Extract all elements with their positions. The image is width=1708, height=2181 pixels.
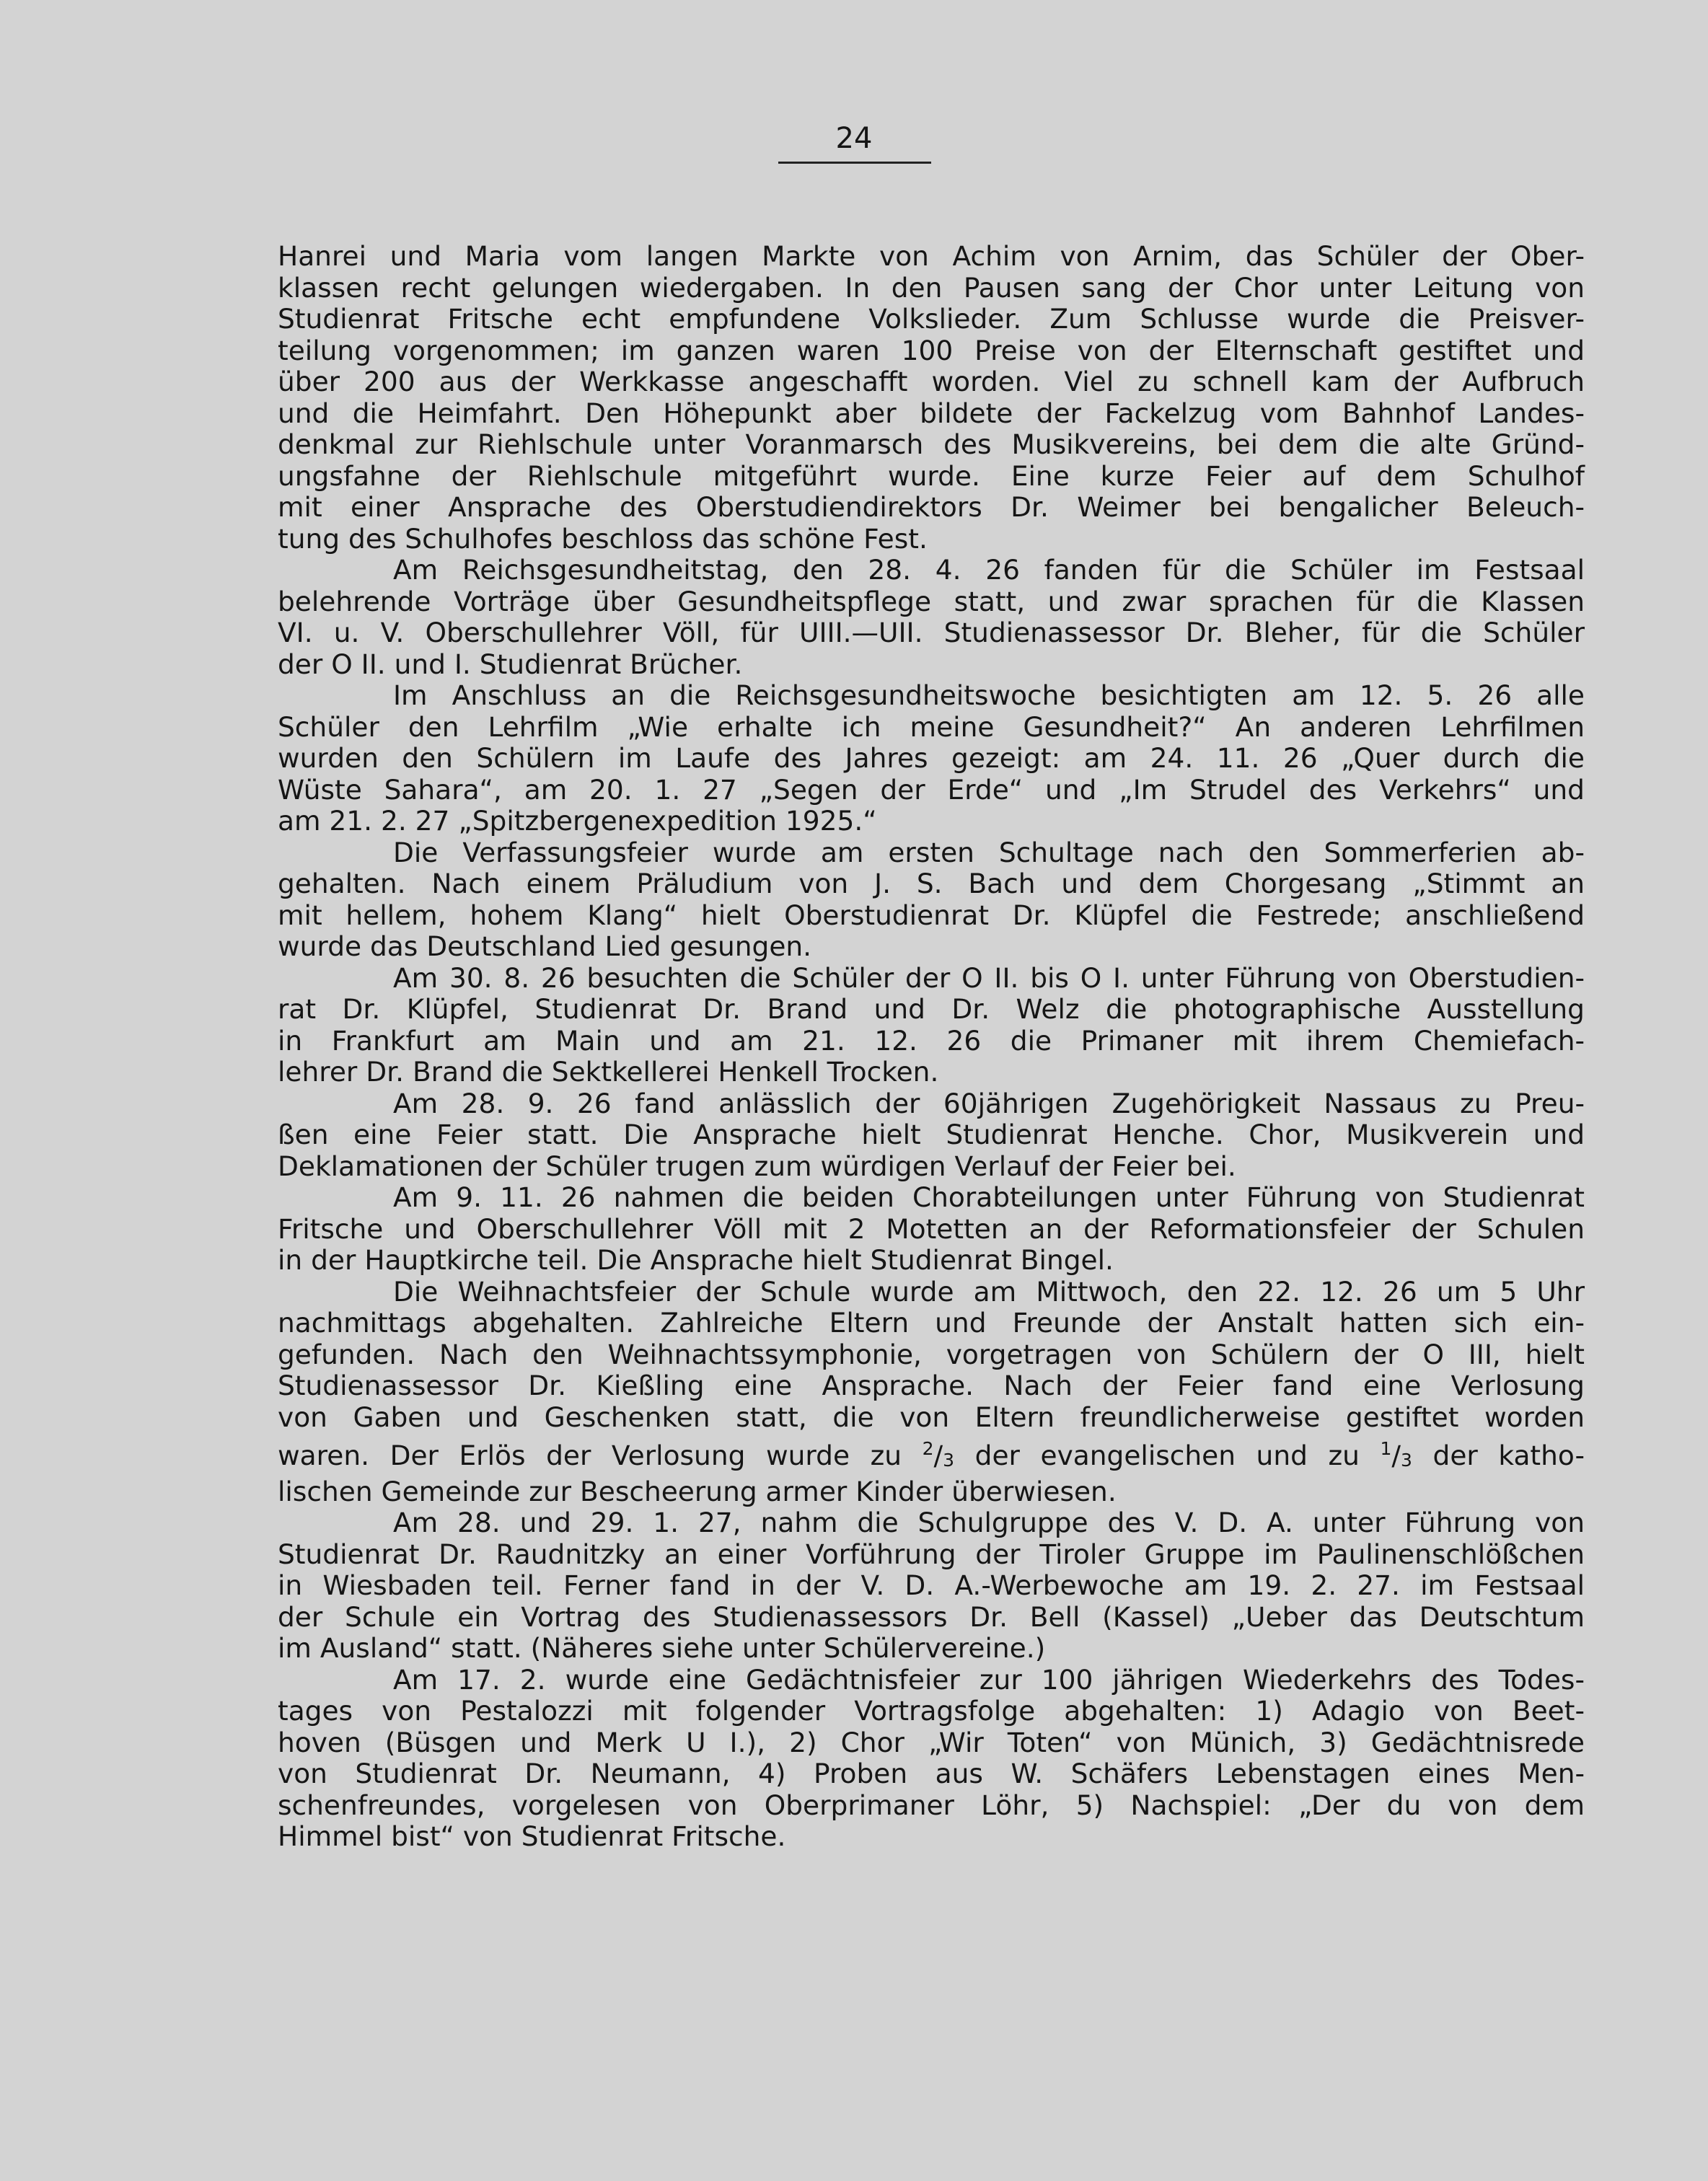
text-line: über 200 aus der Werkkasse angeschafft worden. Viel zu schnell kam der Aufbruch	[278, 366, 1585, 397]
text-line: mit einer Ansprache des Oberstudiendirektors Dr. Weimer bei bengalicher Beleuch-	[278, 491, 1585, 523]
text-line: im Ausland“ statt. (Näheres siehe unter Schülervereine.)	[278, 1632, 1046, 1664]
text-line: mit hellem, hohem Klang“ hielt Oberstudienrat Dr. Klüpfel die Festrede; anschließend	[278, 899, 1585, 931]
document-body	[278, 241, 1585, 1853]
text-line: denkmal zur Riehlschule unter Voranmarsch des Musikvereins, bei dem die alte Gründ-	[278, 428, 1585, 460]
text-segment: waren. Der Erlös der Verlosung wurde zu	[278, 1440, 902, 1471]
text-line: Im Anschluss an die Reichsgesundheitswoche besichtigten am 12. 5. 26 alle	[393, 679, 1585, 711]
fraction-one-third: $^1/_3$	[1380, 1438, 1412, 1471]
text-line: in der Hauptkirche teil. Die Ansprache hielt Studienrat Bingel.	[278, 1244, 1114, 1276]
text-line: VI. u. V. Oberschullehrer Völl, für UIII.—UII. Studienassessor Dr. Bleher, für die Schüler	[278, 617, 1585, 648]
text-line: ungsfahne der Riehlschule mitgeführt wurde. Eine kurze Feier auf dem Schulhof	[278, 459, 1585, 492]
text-line: schenfreundes, vorgelesen von Oberprimaner Löhr, 5) Nachspiel: „Der du von dem	[278, 1789, 1585, 1821]
text-line: Studienrat Dr. Raudnitzky an einer Vorführung der Tiroler Gruppe im Paulinenschlößchen	[278, 1538, 1585, 1570]
text-line: nachmittags abgehalten. Zahlreiche Eltern und Freunde der Anstalt hatten sich ein-	[278, 1307, 1585, 1339]
fraction-two-thirds: $^2/_3$	[922, 1438, 955, 1471]
text-line: Am 28. 9. 26 fand anlässlich der 60jährigen Zugehörigkeit Nassaus zu Preu-	[393, 1087, 1585, 1119]
text-line: teilung vorgenommen; im ganzen waren 100 Preise von der Elternschaft gestiftet und	[278, 334, 1585, 366]
fraction-numerator: 1	[1380, 1438, 1392, 1459]
page-number-rule	[778, 162, 931, 164]
text-line: belehrende Vorträge über Gesundheitspflege statt, und zwar sprachen für die Klassen	[278, 585, 1585, 617]
text-line: und die Heimfahrt. Den Höhepunkt aber bildete der Fackelzug vom Bahnhof Landes-	[278, 397, 1585, 429]
page-number: 24	[835, 122, 873, 155]
text-line: klassen recht gelungen wiedergaben. In den Pausen sang der Chor unter Leitung von	[278, 271, 1585, 304]
fraction-denominator: 3	[943, 1450, 955, 1471]
text-line: Wüste Sahara“, am 20. 1. 27 „Segen der Erde“ und „Im Strudel des Verkehrs“ und	[278, 773, 1585, 806]
text-line: Am 9. 11. 26 nahmen die beiden Chorabteilungen unter Führung von Studienrat	[393, 1181, 1585, 1213]
fraction-numerator: 2	[922, 1438, 934, 1459]
text-line: Am Reichsgesundheitstag, den 28. 4. 26 fanden für die Schüler im Festsaal	[393, 554, 1585, 586]
text-line: tung des Schulhofes beschloss das schöne Fest.	[278, 522, 928, 555]
text-line: der Schule ein Vortrag des Studienassessors Dr. Bell (Kassel) „Ueber das Deutschtum	[278, 1600, 1585, 1633]
text-line: gehalten. Nach einem Präludium von J. S. Bach und dem Chorgesang „Stimmt an	[278, 868, 1585, 899]
text-line: wurden den Schülern im Laufe des Jahres gezeigt: am 24. 11. 26 „Quer durch die	[278, 742, 1585, 774]
text-line: Die Weihnachtsfeier der Schule wurde am Mittwoch, den 22. 12. 26 um 5 Uhr	[393, 1275, 1585, 1308]
text-line: gefunden. Nach den Weihnachtssymphonie, vorgetragen von Schülern der O III, hielt	[278, 1338, 1585, 1370]
text-line: tages von Pestalozzi mit folgender Vortragsfolge abgehalten: 1) Adagio von Beet-	[278, 1695, 1585, 1727]
text-line: ßen eine Feier statt. Die Ansprache hielt Studienrat Henche. Chor, Musikverein und	[278, 1119, 1585, 1150]
fraction-denominator: 3	[1401, 1450, 1412, 1471]
text-line: von Studienrat Dr. Neumann, 4) Proben aus W. Schäfers Lebenstagen eines Men-	[278, 1758, 1585, 1789]
text-line: Hanrei und Maria vom langen Markte von Achim von Arnim, das Schüler der Ober-	[278, 240, 1585, 272]
text-line: in Frankfurt am Main und am 21. 12. 26 die Primaner mit ihrem Chemiefach-	[278, 1024, 1585, 1057]
text-segment: der katho-	[1432, 1440, 1585, 1471]
text-line: Fritsche und Oberschullehrer Völl mit 2 Motetten an der Reformationsfeier der Schulen	[278, 1212, 1585, 1245]
text-line: Deklamationen der Schüler trugen zum würdigen Verlauf der Feier bei.	[278, 1150, 1236, 1182]
text-line: von Gaben und Geschenken statt, die von Eltern freundlicherweise gestiftet worden	[278, 1401, 1585, 1433]
text-line: der O II. und I. Studienrat Brücher.	[278, 648, 743, 680]
text-line: Himmel bist“ von Studienrat Fritsche.	[278, 1820, 786, 1852]
text-line: lischen Gemeinde zur Bescheerung armer Kinder überwiesen.	[278, 1475, 1117, 1507]
text-line: Am 28. und 29. 1. 27, nahm die Schulgruppe des V. D. A. unter Führung von	[393, 1507, 1585, 1538]
text-segment: der evangelischen und zu	[974, 1440, 1360, 1471]
text-line: lehrer Dr. Brand die Sektkellerei Henkell Trocken.	[278, 1056, 939, 1088]
text-line-with-fractions	[278, 1433, 1585, 1476]
text-line: hoven (Büsgen und Merk U I.), 2) Chor „Wir Toten“ von Münich, 3) Gedächtnisrede	[278, 1726, 1585, 1758]
text-line: Die Verfassungsfeier wurde am ersten Schultage nach den Sommerferien ab-	[393, 836, 1585, 868]
text-line: Studienassessor Dr. Kießling eine Ansprache. Nach der Feier fand eine Verlosung	[278, 1370, 1585, 1401]
text-line: am 21. 2. 27 „Spitzbergenexpedition 1925.“	[278, 805, 877, 837]
text-line: wurde das Deutschland Lied gesungen.	[278, 930, 812, 962]
text-line: Schüler den Lehrfilm „Wie erhalte ich meine Gesundheit?“ An anderen Lehrfilmen	[278, 710, 1585, 743]
text-line: Studienrat Fritsche echt empfundene Volkslieder. Zum Schlusse wurde die Preisver-	[278, 303, 1585, 335]
text-line: rat Dr. Klüpfel, Studienrat Dr. Brand und Dr. Welz die photographische Ausstellung	[278, 993, 1585, 1025]
text-line: Am 30. 8. 26 besuchten die Schüler der O II. bis O I. unter Führung von Oberstudien-	[393, 961, 1585, 994]
text-line: Am 17. 2. wurde eine Gedächtnisfeier zur 100 jährigen Wiederkehrs des Todes-	[393, 1663, 1585, 1696]
text-line: in Wiesbaden teil. Ferner fand in der V. D. A.-Werbewoche am 19. 2. 27. im Festsaal	[278, 1569, 1585, 1601]
